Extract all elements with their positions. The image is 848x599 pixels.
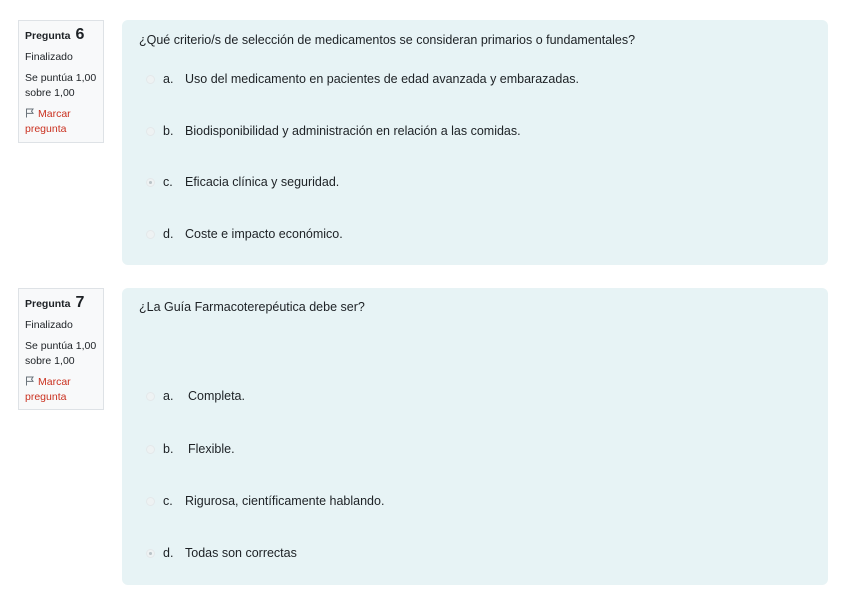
question-label: Pregunta bbox=[25, 30, 71, 42]
question-content bbox=[122, 20, 828, 265]
question-state: Finalizado bbox=[25, 51, 73, 63]
answer-option-b[interactable]: b. Flexible. bbox=[146, 440, 235, 458]
answer-option-d[interactable]: d. Todas son correctas bbox=[146, 544, 297, 562]
answer-option-a[interactable]: a. Uso del medicamento en pacientes de edad avanzada y embarazadas. bbox=[146, 70, 579, 88]
question-number-value: 6 bbox=[75, 26, 85, 43]
flag-outline-icon bbox=[25, 376, 35, 386]
radio-button-icon[interactable] bbox=[146, 392, 155, 401]
question-info bbox=[18, 20, 104, 143]
radio-button-icon[interactable] bbox=[146, 75, 155, 84]
flag-question-link[interactable]: Marcar pregunta bbox=[25, 108, 71, 135]
answer-option-c[interactable]: c. Eficacia clínica y seguridad. bbox=[146, 173, 339, 191]
radio-button-icon[interactable] bbox=[146, 445, 155, 454]
question-label: Pregunta bbox=[25, 298, 71, 310]
flag-outline-icon bbox=[25, 108, 35, 118]
question-state: Finalizado bbox=[25, 319, 73, 331]
question-number bbox=[25, 27, 97, 44]
question-number-value: 7 bbox=[75, 294, 85, 311]
radio-button-icon[interactable] bbox=[146, 497, 155, 506]
radio-button-icon[interactable] bbox=[146, 230, 155, 239]
radio-button-icon[interactable] bbox=[146, 127, 155, 136]
question-grade: Se puntúa 1,00 sobre 1,00 bbox=[25, 340, 97, 367]
question-text: ¿Qué criterio/s de selección de medicamentos se consideran primarios o fundamentales? bbox=[139, 33, 636, 47]
question-text: ¿La Guía Farmacoterepéutica debe ser? bbox=[139, 300, 365, 314]
answer-option-c[interactable]: c. Rigurosa, científicamente hablando. bbox=[146, 492, 384, 510]
answer-option-b[interactable]: b. Biodisponibilidad y administración en relación a las comidas. bbox=[146, 122, 521, 140]
answer-option-a[interactable]: a. Completa. bbox=[146, 387, 245, 405]
radio-button-icon[interactable] bbox=[146, 178, 155, 187]
question-number bbox=[25, 295, 97, 312]
question-info bbox=[18, 288, 104, 410]
answer-option-d[interactable]: d. Coste e impacto económico. bbox=[146, 225, 343, 243]
question-grade: Se puntúa 1,00 sobre 1,00 bbox=[25, 72, 97, 99]
flag-question-link[interactable]: Marcar pregunta bbox=[25, 376, 71, 403]
radio-button-icon[interactable] bbox=[146, 549, 155, 558]
question-content bbox=[122, 288, 828, 585]
